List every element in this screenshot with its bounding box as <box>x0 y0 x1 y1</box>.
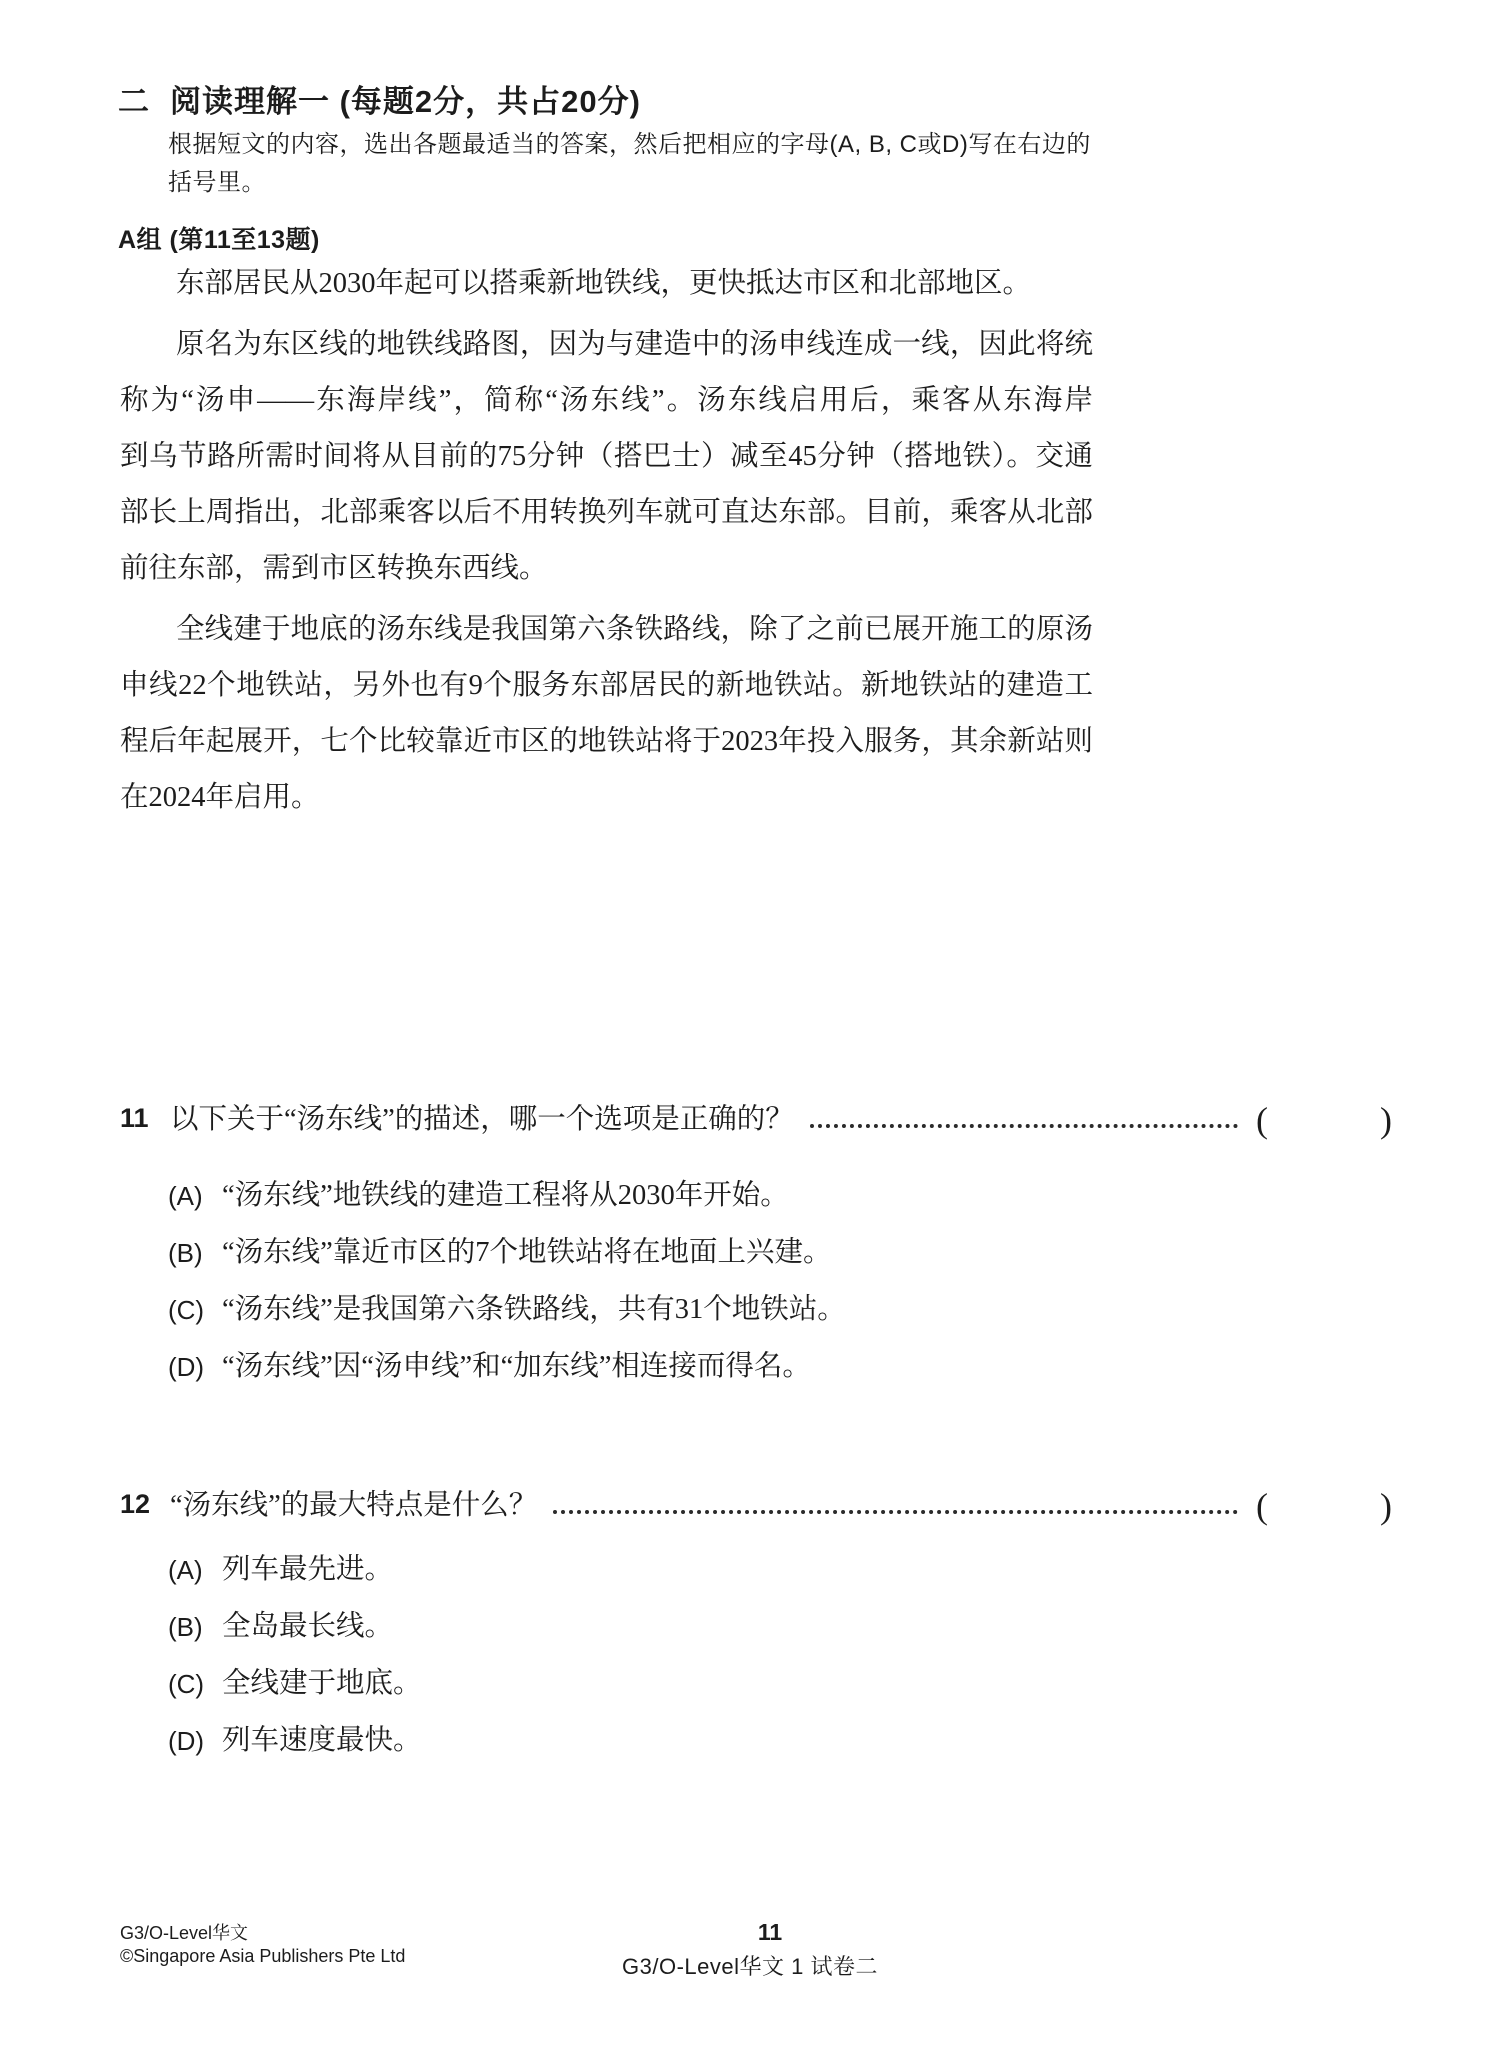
bracket-close: ) <box>1380 1486 1392 1526</box>
passage-line: 在2024年启用。 <box>120 782 320 813</box>
option-row <box>168 1609 1392 1666</box>
answer-brackets <box>1256 1098 1392 1142</box>
group-label: A组 (第11至13题) <box>118 226 320 254</box>
question-number: 11 <box>120 1103 149 1133</box>
passage-paragraph <box>120 602 1093 826</box>
option-row <box>168 1723 1392 1780</box>
option-letter: (D) <box>168 1352 205 1382</box>
question-row <box>120 1484 1392 1528</box>
options-list <box>168 1178 1392 1406</box>
option-row <box>168 1552 1392 1609</box>
question-11-block <box>120 1098 1392 1406</box>
bracket-close: ) <box>1380 1100 1392 1140</box>
passage-line: 到乌节路所需时间将从目前的75分钟（搭巴士）减至45分钟（搭地铁）。交通 <box>120 441 1093 472</box>
footer-paper-label: G3/O-Level华文 1 试卷二 <box>622 1954 878 1979</box>
option-text: 列车最先进。 <box>222 1554 394 1585</box>
option-letter: (B) <box>168 1612 203 1642</box>
passage-paragraph <box>120 256 1093 312</box>
option-letter: (D) <box>168 1726 205 1756</box>
passage-line: 原名为东区线的地铁线路图，因为与建造中的汤申线连成一线，因此将统 <box>176 329 1093 360</box>
option-row <box>168 1178 1392 1235</box>
question-text: 以下关于“汤东线”的描述，哪一个选项是正确的？ <box>170 1104 794 1135</box>
option-letter: (C) <box>168 1295 205 1325</box>
option-text: “汤东线”靠近市区的7个地铁站将在地面上兴建。 <box>222 1237 832 1268</box>
question-row <box>120 1098 1392 1142</box>
passage-paragraph <box>120 317 1093 597</box>
question-text: “汤东线”的最大特点是什么？ <box>170 1490 538 1521</box>
option-letter: (A) <box>168 1181 203 1211</box>
instructions-line: 括号里。 <box>168 169 266 196</box>
option-row <box>168 1235 1392 1292</box>
instructions <box>168 126 1091 202</box>
option-row <box>168 1666 1392 1723</box>
option-text: “汤东线”是我国第六条铁路线，共有31个地铁站。 <box>222 1294 846 1325</box>
option-row <box>168 1349 1392 1406</box>
option-row <box>168 1292 1392 1349</box>
option-text: 全线建于地底。 <box>222 1668 422 1699</box>
option-text: “汤东线”因“汤申线”和“加东线”相连接而得名。 <box>222 1351 811 1382</box>
option-text: 列车速度最快。 <box>222 1725 422 1756</box>
option-letter: (A) <box>168 1555 203 1585</box>
passage-line: 前往东部，需到市区转换东西线。 <box>120 553 548 584</box>
bracket-open: ( <box>1256 1100 1268 1140</box>
question-number: 12 <box>120 1489 151 1519</box>
footer-publisher: ©Singapore Asia Publishers Pte Ltd <box>120 1946 406 1966</box>
footer-series: G3/O-Level华文 <box>120 1923 249 1943</box>
passage-line: 称为“汤申——东海岸线”，简称“汤东线”。汤东线启用后，乘客从东海岸 <box>120 385 1093 416</box>
instructions-line: 根据短文的内容，选出各题最适当的答案，然后把相应的字母(A, B, C或D)写在右边的 <box>168 131 1091 158</box>
page-number: 11 <box>757 1919 783 1945</box>
option-letter: (B) <box>168 1238 203 1268</box>
option-text: 全岛最长线。 <box>222 1611 394 1642</box>
answer-brackets <box>1256 1484 1392 1528</box>
options-list <box>168 1552 1392 1780</box>
dotted-leader <box>553 1510 1238 1514</box>
passage-line: 程后年起展开，七个比较靠近市区的地铁站将于2023年投入服务，其余新站则 <box>120 726 1093 757</box>
passage-line: 全线建于地底的汤东线是我国第六条铁路线，除了之前已展开施工的原汤 <box>176 614 1093 645</box>
section-number: 二 <box>118 84 150 119</box>
dotted-leader <box>810 1124 1238 1128</box>
question-12-block <box>120 1484 1392 1780</box>
option-text: “汤东线”地铁线的建造工程将从2030年开始。 <box>222 1180 789 1211</box>
bracket-open: ( <box>1256 1486 1268 1526</box>
passage-line: 申线22个地铁站，另外也有9个服务东部居民的新地铁站。新地铁站的建造工 <box>120 670 1093 701</box>
passage-line: 东部居民从2030年起可以搭乘新地铁线，更快抵达市区和北部地区。 <box>176 268 1032 299</box>
reading-passage <box>120 256 1093 831</box>
option-letter: (C) <box>168 1669 205 1699</box>
section-header <box>118 76 641 121</box>
passage-line: 部长上周指出，北部乘客以后不用转换列车就可直达东部。目前，乘客从北部 <box>120 497 1093 528</box>
section-title: 阅读理解一 (每题2分，共占20分) <box>170 84 641 119</box>
